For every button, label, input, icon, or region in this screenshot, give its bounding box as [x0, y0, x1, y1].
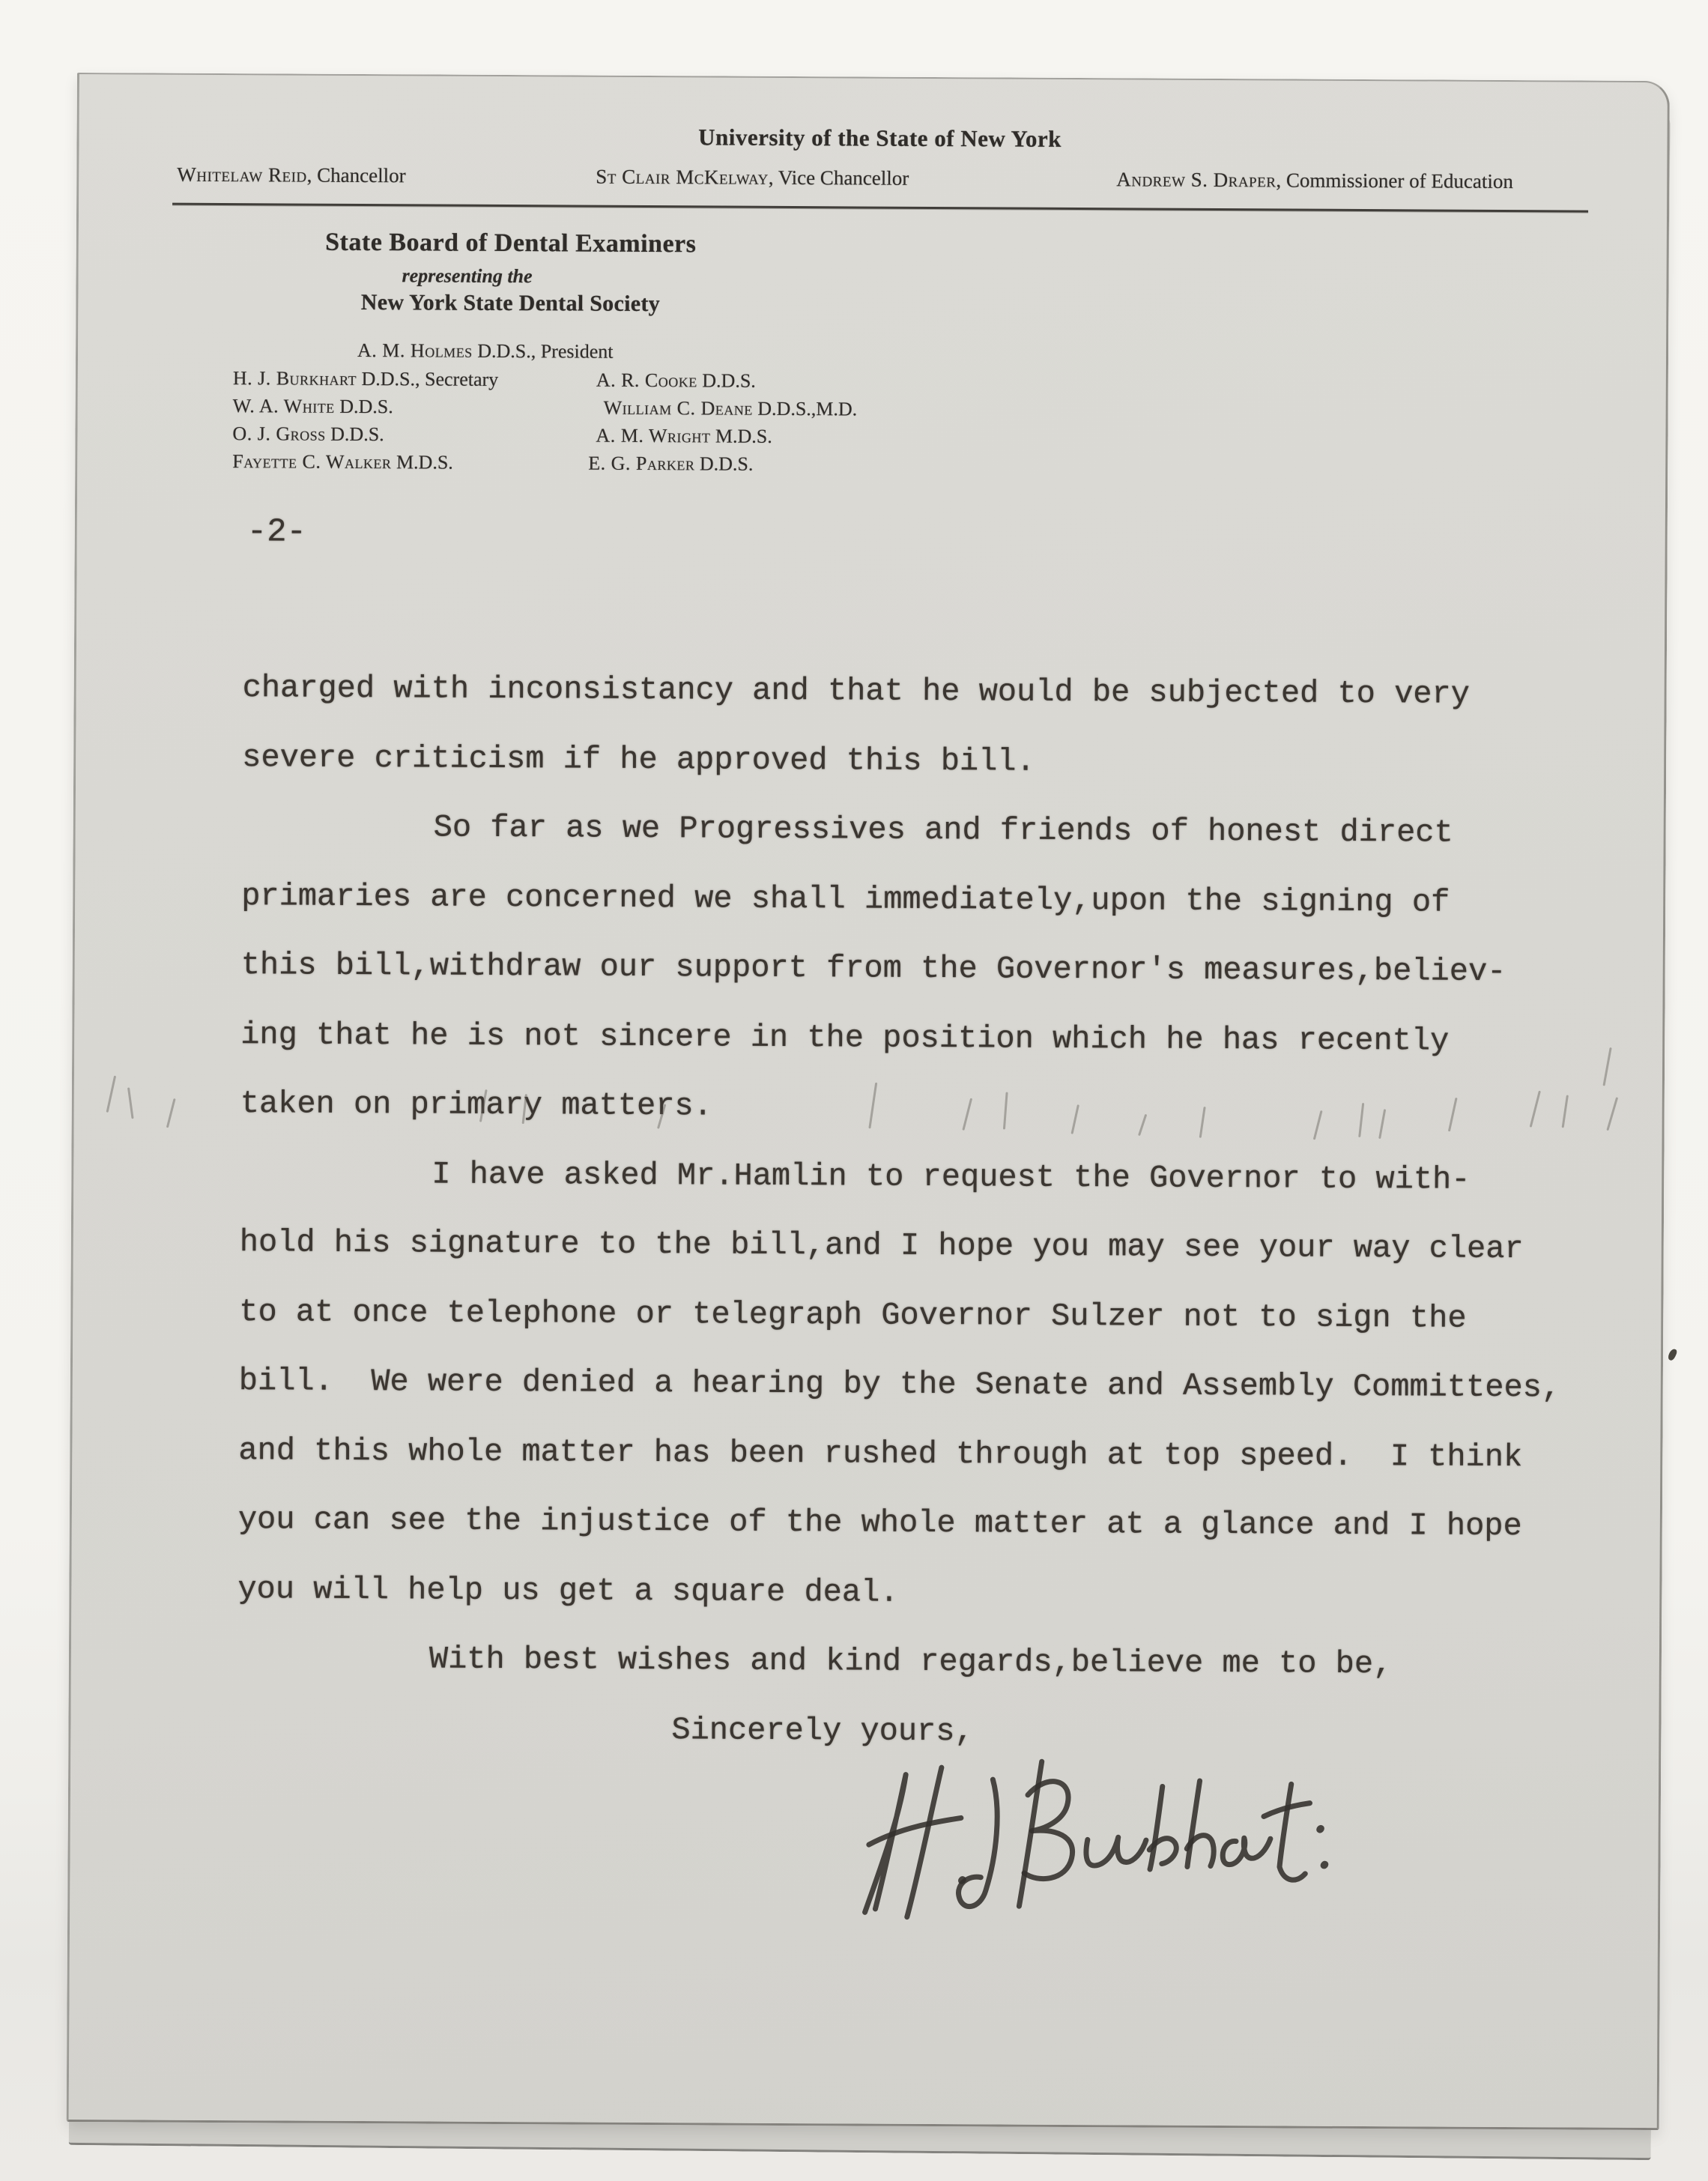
pencil-mark [166, 1098, 176, 1128]
letter-paper [67, 73, 1670, 2130]
officer-suffix: D.D.S. [694, 453, 754, 475]
officer-name: W. A. White [232, 395, 335, 417]
official-name: St Clair McKelway [596, 165, 769, 189]
pencil-mark [106, 1076, 117, 1113]
officer-member [604, 397, 858, 421]
official-chancellor [177, 163, 406, 188]
officer-member [596, 425, 772, 448]
typed-line: to at once telephone or telegraph Governor Sulzer not to sign the [239, 1293, 1467, 1337]
official-title: , Commissioner of Education [1276, 169, 1513, 193]
official-name: Andrew S. Draper [1116, 168, 1277, 192]
typed-line: taken on primary matters. [240, 1086, 713, 1125]
typed-line: bill. We were denied a hearing by the Senate and Assembly Committees, [238, 1363, 1561, 1406]
official-name: Whitelaw Reid [177, 163, 307, 187]
signature [845, 1739, 1345, 1933]
letterhead-institution: University of the State of New York [698, 124, 1062, 152]
typed-line: ing that he is not sincere in the position which he has recently [240, 1016, 1450, 1059]
officer-suffix: D.D.S. [334, 395, 393, 418]
officer-secretary [233, 367, 499, 391]
board-subheading: representing the [402, 264, 533, 288]
signature-drawing [845, 1739, 1345, 1933]
official-vice-chancellor [596, 166, 909, 190]
pencil-marks [79, 74, 1668, 82]
letterhead-officials [79, 163, 1667, 193]
official-title: , Chancellor [306, 163, 406, 187]
closing-line: With best wishes and kind regards,believe me to be, [428, 1641, 1393, 1683]
officer-suffix: D.D.S., President [472, 339, 614, 363]
typed-line: I have asked Mr.Hamlin to request the Governor to with- [431, 1155, 1471, 1198]
officer-member [232, 450, 453, 474]
official-title: , Vice Chancellor [768, 166, 909, 190]
valediction-line: Sincerely yours, [671, 1711, 974, 1749]
officer-name: William C. Deane [603, 396, 753, 420]
officer-suffix: D.D.S., Secretary [356, 367, 499, 390]
typed-line: charged with inconsistancy and that he would be subjected to very [242, 670, 1471, 713]
typed-line: you will help us get a square deal. [237, 1570, 899, 1611]
typed-line: severe criticism if he approved this bill. [242, 739, 1035, 780]
typed-line: hold his signature to the bill,and I hope you may see your way clear [239, 1224, 1524, 1268]
typed-line: you can see the injustice of the whole matter at a glance and I hope [237, 1501, 1522, 1545]
officer-name: H. J. Burkhart [232, 367, 357, 390]
officer-name: Fayette C. Walker [232, 450, 392, 474]
margin-ink-fleck [1667, 1348, 1678, 1361]
board-heading: State Board of Dental Examiners [325, 228, 697, 258]
officer-member [233, 395, 393, 418]
letterhead-rule [172, 203, 1588, 213]
officer-member [232, 423, 384, 446]
page-number: -2- [246, 513, 307, 551]
officer-suffix: D.D.S. [325, 423, 384, 446]
board-society: New York State Dental Society [360, 289, 661, 317]
officer-member [596, 369, 756, 393]
typed-line: So far as we Progressives and friends of honest direct [433, 809, 1453, 851]
officer-name: A. R. Cooke [596, 369, 697, 392]
official-commissioner [1116, 168, 1513, 193]
typed-line: this bill,withdraw our support from the Governor's measures,believ- [240, 947, 1506, 990]
typed-line: primaries are concerned we shall immediately,upon the signing of [241, 877, 1450, 921]
officer-name: A. M. Wright [596, 424, 711, 447]
officer-name: E. G. Parker [588, 452, 695, 475]
officer-member [588, 453, 753, 476]
officer-president [357, 339, 614, 363]
officer-name: A. M. Holmes [357, 339, 473, 362]
letter-body [237, 653, 1666, 1770]
officer-suffix: M.D.S. [710, 425, 772, 447]
officer-suffix: D.D.S. [697, 369, 756, 392]
officer-suffix: M.D.S. [391, 451, 453, 474]
officer-suffix: D.D.S.,M.D. [752, 397, 858, 420]
pencil-mark [127, 1087, 134, 1119]
officer-name: O. J. Gross [232, 423, 326, 445]
typed-line: and this whole matter has been rushed through at top speed. I think [238, 1432, 1523, 1475]
